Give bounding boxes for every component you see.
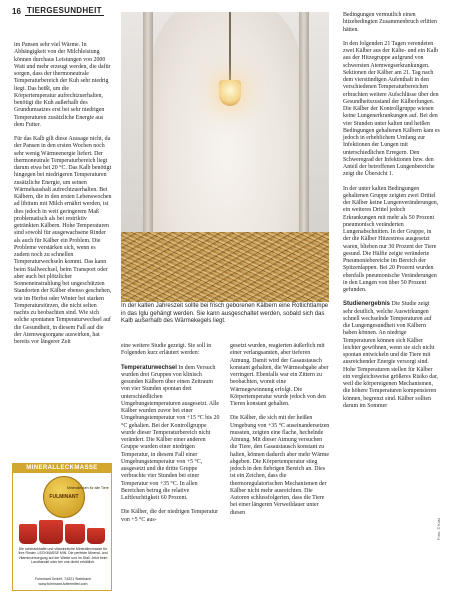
text-column-2 — [121, 343, 221, 531]
paragraph: gesetzt wurden, reagierten äußerlich mit einer verlangsamten, aber tieferen Atmung. Damit wird der Gasaustausch konstant gehalten, die Wärmeabgabe aber verringert. Ebenfalls war ein Zittern zu beobachten, womit eine Wärmegewinnung erfolgt. Die Körpertemperatur wurde jedoch von den Tieren konstant gehalten. — [230, 343, 329, 407]
product-tubs — [19, 520, 107, 544]
paragraph: Die Kälber, die sich mit der heißen Umgebung von +35 °C auseinandersetzen mussten, zeigten eine flache, hechelnde Atmung. Mit dieser Atmung versuchen die Tiere, den Gasaustausch konstant zu halten, können dadurch aber mehr Wärme abgeben. Die Körpertemperatur stieg jedoch in den fiebrigen Bereich an. Dies ist ein Zeichen, dass die thermoregulatorischen Mechanismen der Kälber nicht mehr ausreichten. Die Autoren schlussfolgerten, dass die Tiere bei einer längeren Verweildauer unter diesen — [230, 415, 330, 516]
paragraph-with-subhead — [343, 301, 440, 410]
text-column-1 — [14, 42, 112, 353]
paragraph: Die Kälber, die der niedrigen Temperatur von +5 °C aus- — [121, 509, 219, 523]
photo-credit: Foto: © Kotz — [436, 517, 441, 540]
paragraph-text: In dem Versuch wurden drei Gruppen von klinisch gesunden Kälbern über einen Zeitraum von vier Stunden spontan drei unterschiedlichen Umgebungstemperaturen ausgesetzt. Alle Kälber wurden zuvor bei einer Umgebungstemperatur von +15 °C bis 20 °C gehalten. Bei der Kontrollgruppe wurde dieser Temperaturbereich nicht verändert. Die Kälber einer anderen Gruppe wurden einer niedrigen Temperatur, in diesem Fall einer Umgebungstemperatur von +5 °C, ausgesetzt und die dritte Gruppe verbrachte vier Stunden bei einer Temperatur von +35 °C. In allen Bereichen betrug die relative Luftfeuchtigkeit 60 Prozent. — [121, 364, 220, 501]
product-tub — [87, 528, 105, 544]
ad-footer: Fulminant GmbH, 74321 Steinbach www.fulminant-futtermittel.com — [34, 577, 92, 586]
lamp-cable — [229, 12, 231, 82]
ad-tagline: Minerallecken für alle Tiere — [67, 486, 109, 490]
subhead: Temperaturwechsel — [121, 364, 177, 371]
paragraph: Für das Kalb gilt diese Aussage nicht, da der Pansen in den ersten Wochen noch sehr wenig Wärmeenergie liefert. Der thermoneutrale Temperaturbereich liegt darum etwa bei 20 °C. Das Kalb benötigt hingegen bei niedrigeren Temperaturen zusätzliche Energie, um seinen Wärmehaushalt aufrechtzuerhalten. Bei Kälbern, die in den ersten Lebenswochen ad libitum mit Milch ernährt werden, ist dies jedoch in weit geringerem Maß problematisch als bei restriktiv getränkten Kälbern. Hohe Temperaturen sind sowohl für ausgewachsene Rinder als auch für Kälber ein Problem. Die Probleme verstärken sich, wenn es zudem noch zu schnellen Temperaturwechseln kommt. Das kann beim Stallwechsel, beim Transport oder aber auch bei plötzlicher Sonneneinstrahlung bei ungeschützten Standorten der Kälber ebenso geschehen, wie im Herbst oder Winter bei starken Temperaturstürzen, die nicht selten nachts zu beobachten sind. Wie sich solche spontanen Temperaturwechsel auf die Gesundheit, in diesem Fall auf die der Atemwegsorgane auswirken, hat bereits vor längerer Zeit — [14, 136, 112, 345]
page-header — [12, 4, 104, 18]
subhead: Studienergebnis — [343, 301, 391, 308]
paragraph-text: Die Studie zeigt sehr deutlich, welche Auswirkungen schnell wechselnde Temperaturen auf die Lungengesundheit von Kälbern haben können. An niedrige Temperaturen können sich Kälber leichter gewöhnen, wenn sie sich nicht spontan entwickeln und die Tiere mit ausreichender Energie versorgt sind. Hohe Temperaturen stellen für Kälber ein vergleichsweise größeres Risiko dar, weil die körpereigenen Mechanismen, die höhere Temperaturen kompensieren können, begrenzt sind. Kälber sollten darum im Sommer — [343, 301, 439, 409]
ad-body-text: Die schmackhafte und vitaminreiche Minerallecmasse für Ihre Rinder. LECKMASSE MIN. Die perfekte Mineral- und Vitaminversorgung auf der Weide und im Stall. Jetzt beim Landhandel oder bei uns direkt erhältlich. — [18, 547, 108, 565]
photo-caption: In der kalten Jahreszeit sollte bei frisch geborenen Kälbern eine Rotlichtlampe in das Iglu gehängt werden. Sie kann ausgeschaltet werden, sobald sich das Kalb außerhalb des Wärmekegels liegt. — [121, 303, 329, 324]
straw-texture — [121, 232, 329, 302]
paragraph: eine weitere Studie gezeigt. Sie soll in Folgenden kurz erläutert werden: — [121, 343, 212, 357]
paragraph-with-subhead — [121, 365, 221, 503]
advertisement[interactable] — [12, 463, 112, 591]
text-column-3 — [230, 343, 330, 524]
page-number: 16 — [12, 6, 21, 16]
paragraph: In der unter kalten Bedingungen gehaltenen Gruppe zeigten zwei Drittel der Kälber keine Lungenveränderungen, ein weiteres Drittel jedoch Erkrankungen mit mehr als 50 Prozent pneumonisch veränderten Lungenabschnitten. In der Gruppe, in der die Kälber Hitzestress ausgesetzt waren, blieben nur 30 Prozent der Tiere gesund. Die Hälfte zeigte veränderte Pneumoniebereiche im Bereich der Spitzenlappen. Bei 20 Prozent wurden ebenfalls pneumonische Veränderungen in den Lungen von über 50 Prozent gefunden. — [343, 185, 439, 293]
paragraph: Bedingungen vermutlich einen hitzebedingten Zusammenbruch erlitten hätten. — [343, 12, 437, 33]
text-column-4 — [343, 12, 440, 417]
brand-name: FULMINANT — [49, 494, 79, 500]
product-tub — [65, 524, 85, 544]
section-title: TIERGESUNDHEIT — [26, 6, 102, 15]
brand-logo — [43, 476, 85, 518]
product-tub — [19, 524, 37, 544]
ad-banner: MINERALLECKMASSE — [13, 464, 111, 473]
product-tub — [39, 520, 63, 544]
calf-igloo-photo — [121, 12, 329, 302]
heat-lamp — [219, 80, 241, 106]
paragraph: In den folgenden 21 Tagen verendeten zwei Kälber aus der Kälte- und ein Kalb aus der Hitzegruppe aufgrund von schwersten Atemwegserkrankungen. Sektionen der Kälber am 21. Tag nach dem vierstündigen Aufenthalt in den verschiedenen Temperaturbereichen erbrachten weitere Aufschlüsse über den Gesundheitszustand der Kälberlungen. Die Kälber der Kontrollgruppe wiesen keine Lungenerkrankungen auf. Bei den vier Stunden unter kalten und heißen Bedingungen gehaltenen Kälbern kam es jedoch in erheblichem Umfang zur Infektionen der Lungen mit unterschiedlichen Erregern. Den Schweregrad der Infektionen bzw. den Anteil der betroffenen Lungenbereiche zeigt die Übersicht 1. — [343, 40, 440, 178]
paragraph: im Pansen sehr viel Wärme. In Abhängigkeit von der Milchleistung können durchaus Leistungen von 2000 Watt und mehr erzeugt werden, die dafür sorgen, dass der thermoneutrale Temperaturbereich der Kuh sehr niedrig liegt. Das heißt, um die Körpertemperatur aufrechtzuerhalten, benötigt die Kuh außerhalb des Grundumsatzes erst bei sehr niedrigen Temperaturen zusätzliche Energie aus dem Futter. — [14, 42, 111, 128]
